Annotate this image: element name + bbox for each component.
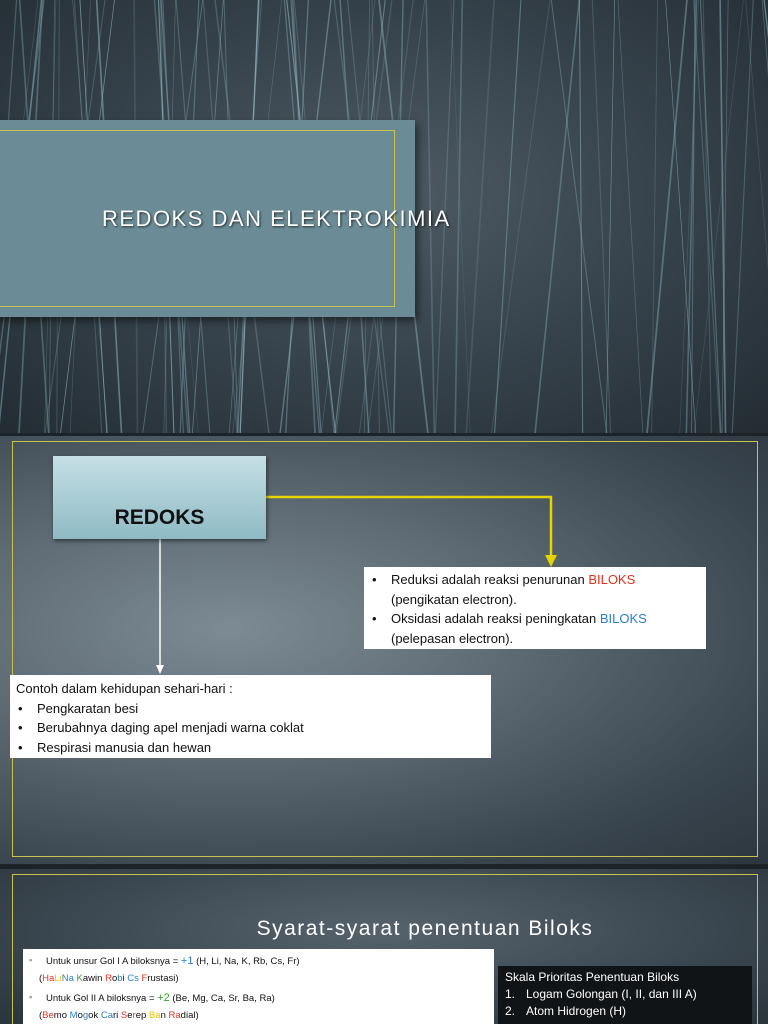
bullet-icon: ▪ — [29, 955, 33, 966]
mnemonic-fragment: dial) — [180, 1010, 199, 1021]
redoks-slide — [0, 436, 768, 864]
keyword-biloks: BILOKS — [588, 572, 636, 587]
list-item: • Respirasi manusia dan hewan — [16, 738, 491, 758]
priority-box — [498, 966, 752, 1024]
mnemonic-gol-2a — [39, 1010, 199, 1021]
list-item: • Pengkaratan besi — [16, 699, 491, 719]
mnemonic-fragment: Ca — [100, 1010, 113, 1021]
background-line — [762, 0, 768, 433]
mnemonic-fragment: i — [122, 973, 128, 984]
priority-title: Skala Prioritas Penentuan Biloks — [505, 970, 680, 984]
mnemonic-fragment: Li — [54, 973, 62, 984]
mnemonic-fragment: n — [160, 1010, 169, 1021]
mnemonic-fragment: r — [132, 1010, 136, 1021]
redoks-box — [53, 456, 266, 539]
background-line — [618, 0, 643, 433]
mnemonic-fragment: Ba — [148, 1010, 161, 1021]
arrow-to-definitions — [266, 497, 551, 556]
mnemonic-fragment: Ha — [42, 973, 55, 984]
arrowhead-white — [156, 665, 164, 674]
background-line — [746, 0, 768, 433]
list-item: 2. Atom Hidrogen (H) — [505, 1004, 627, 1018]
slide-title: Syarat-syarat penentuan Biloks — [256, 917, 594, 940]
mnemonic-fragment: R — [105, 973, 112, 984]
mnemonic-fragment: Be — [42, 1010, 54, 1021]
list-item: 1. Logam Golongan (I, II, dan III A) — [505, 987, 697, 1001]
mnemonic-fragment: o — [77, 1010, 83, 1021]
background-line — [732, 0, 753, 433]
definitions-box — [364, 567, 706, 649]
background-line — [535, 0, 579, 433]
list-item: • Berubahnya daging apel menjadi warna coklat — [16, 718, 491, 738]
background-line — [579, 0, 582, 433]
mnemonic-fragment: o — [111, 973, 118, 984]
mnemonic-fragment: ep — [135, 1010, 149, 1021]
rule-value: +2 — [157, 992, 170, 1004]
mnemonic-gol-1a — [39, 973, 179, 984]
mnemonic-fragment: S — [120, 1010, 128, 1021]
slide-title: REDOKS DAN ELEKTROKIMIA — [102, 206, 451, 231]
rules-box: ▪ Untuk unsur Gol I A biloksnya = +1 (H, Li, Na, K, Rb, Cs, Fr) (HaLiNa Kawin Robi Cs Frustasi) ▪ Untuk Gol II A biloksnya = +2 (Be, Mg, Ca, Sr, Ba, Ra) (Bemo Mogok Cari Serep Ban Radial) — [23, 949, 494, 1024]
title-panel — [0, 120, 451, 317]
mnemonic-fragment: ( — [39, 1010, 43, 1021]
mnemonic-fragment: awin — [82, 973, 106, 984]
background-line — [694, 0, 743, 433]
mnemonic-fragment: rustasi) — [147, 973, 179, 984]
definition-oxidation: • Oksidasi adalah reaksi peningkatan BILOKS (pelepasan electron). — [370, 609, 706, 648]
mnemonic-fragment: ri — [113, 1010, 121, 1021]
mnemonic-fragment: F — [141, 973, 148, 984]
arrowhead-yellow — [545, 555, 557, 567]
mnemonic-fragment: Cs — [127, 973, 139, 984]
examples-box — [10, 675, 491, 758]
background-line — [551, 0, 606, 433]
examples-intro: Contoh dalam kehidupan sehari-hari : — [16, 681, 233, 696]
mnemonic-fragment: b — [117, 973, 123, 984]
mnemonic-fragment: K — [76, 973, 83, 984]
background-line — [680, 0, 699, 433]
mnemonic-fragment: M — [69, 1010, 78, 1021]
background-line — [495, 0, 521, 433]
background-line — [592, 0, 610, 433]
redoks-label: REDOKS — [114, 506, 205, 529]
mnemonic-fragment: Na — [61, 973, 74, 984]
mnemonic-fragment: ok — [88, 1010, 101, 1021]
mnemonic-fragment: mo — [53, 1010, 70, 1021]
mnemonic-fragment: e — [127, 1010, 133, 1021]
rule-value: +1 — [180, 955, 194, 967]
mnemonic-fragment: ( — [39, 973, 43, 984]
keyword-biloks: BILOKS — [599, 611, 647, 626]
bullet-icon: ▪ — [29, 992, 33, 1003]
title-slide — [0, 0, 768, 433]
background-line — [466, 0, 494, 433]
background-line — [606, 0, 615, 433]
mnemonic-fragment: g — [82, 1010, 89, 1021]
biloks-rules-slide — [0, 869, 768, 1024]
mnemonic-fragment: Ra — [168, 1010, 181, 1021]
definition-reduction: • Reduksi adalah reaksi penurunan BILOKS (pengikatan electron). — [370, 570, 706, 609]
